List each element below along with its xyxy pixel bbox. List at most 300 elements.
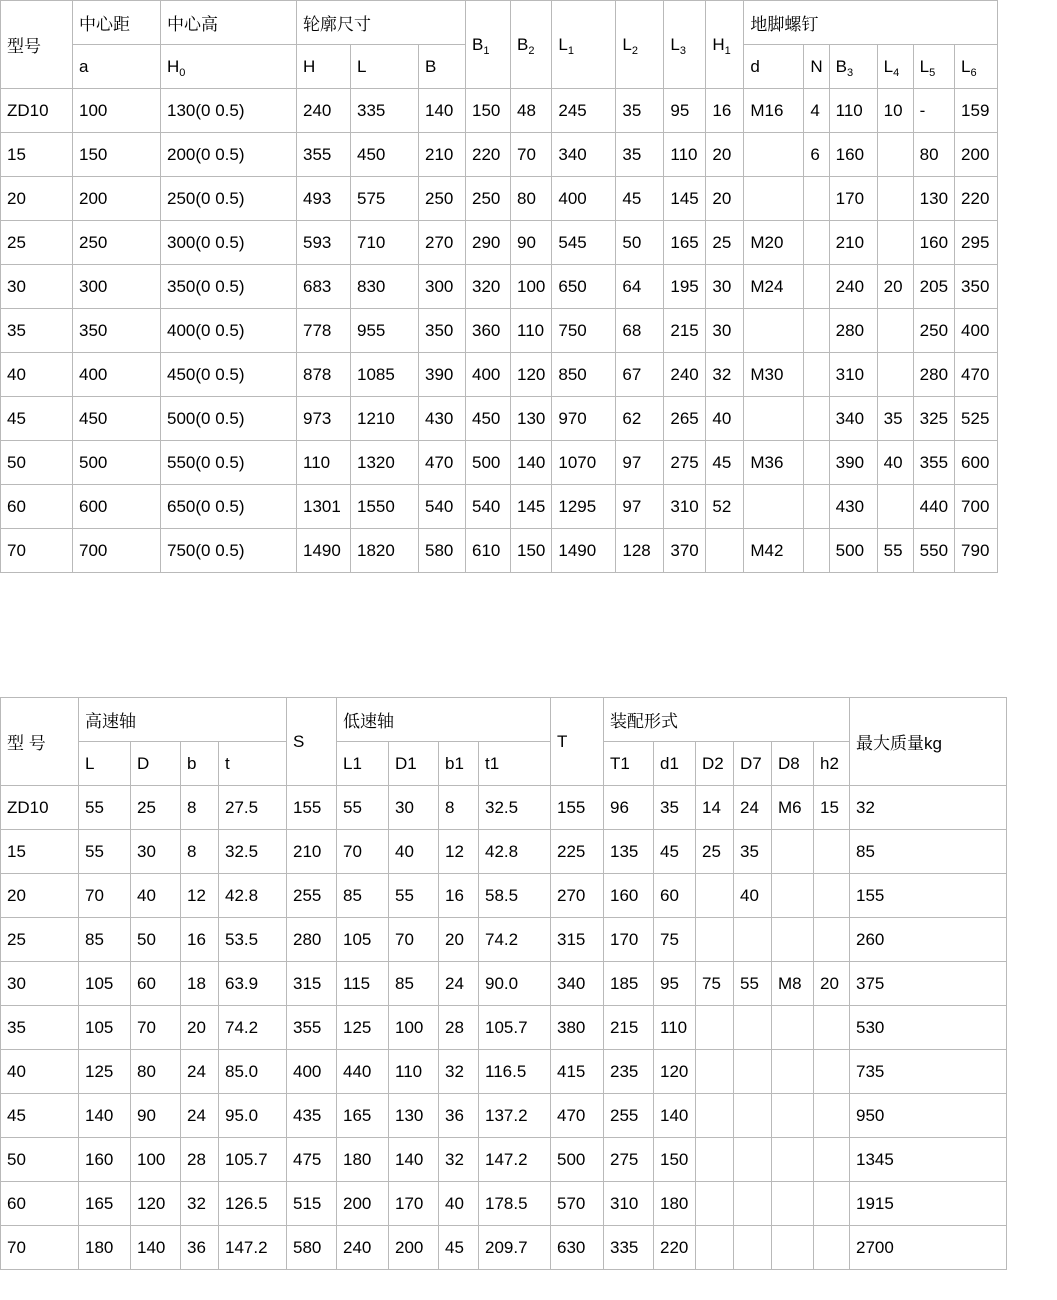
cell: 125 (79, 1050, 131, 1094)
cell: 255 (604, 1094, 654, 1138)
cell: 40 (439, 1182, 479, 1226)
cell: 450 (73, 397, 161, 441)
cell: 973 (297, 397, 351, 441)
cell: 130(0 0.5) (161, 89, 297, 133)
cell: 215 (604, 1006, 654, 1050)
table-row (1, 265, 998, 309)
cell: 390 (419, 353, 466, 397)
cell: 575 (351, 177, 419, 221)
cell: 95 (654, 962, 696, 1006)
cell: 310 (664, 485, 706, 529)
cell (877, 353, 913, 397)
cell: 70 (1, 529, 73, 573)
cell: 32.5 (219, 830, 287, 874)
cell: 593 (297, 221, 351, 265)
cell: 200 (955, 133, 998, 177)
cell: 180 (337, 1138, 389, 1182)
cell: 40 (1, 353, 73, 397)
cell: 50 (616, 221, 664, 265)
cell: 126.5 (219, 1182, 287, 1226)
cell: 245 (552, 89, 616, 133)
cell: 415 (551, 1050, 604, 1094)
cell: 650(0 0.5) (161, 485, 297, 529)
cell: 290 (466, 221, 511, 265)
cell: 70 (337, 830, 389, 874)
cell: 85.0 (219, 1050, 287, 1094)
cell: 68 (616, 309, 664, 353)
cell: 630 (551, 1226, 604, 1270)
cell: 185 (604, 962, 654, 1006)
cell: 155 (287, 786, 337, 830)
cell: 147.2 (479, 1138, 551, 1182)
cell (696, 1182, 734, 1226)
cell: 280 (287, 918, 337, 962)
cell: 110 (511, 309, 552, 353)
col-header-D8: D8 (772, 742, 814, 786)
cell: 80 (913, 133, 954, 177)
cell: 250 (73, 221, 161, 265)
cell: 250(0 0.5) (161, 177, 297, 221)
cell: 145 (511, 485, 552, 529)
cell: 550 (913, 529, 954, 573)
table-row (1, 1226, 1007, 1270)
table-row (1, 874, 1007, 918)
cell: 830 (351, 265, 419, 309)
cell: 8 (439, 786, 479, 830)
cell: 74.2 (219, 1006, 287, 1050)
cell: 45 (706, 441, 744, 485)
cell: 35 (877, 397, 913, 441)
cell: 128 (616, 529, 664, 573)
table-row (1, 177, 998, 221)
cell: 500 (466, 441, 511, 485)
cell: 120 (131, 1182, 181, 1226)
cell: 400 (466, 353, 511, 397)
cell: 67 (616, 353, 664, 397)
table-row (1, 1094, 1007, 1138)
cell: 45 (1, 397, 73, 441)
cell: 100 (511, 265, 552, 309)
cell: 130 (511, 397, 552, 441)
cell: 350 (73, 309, 161, 353)
cell: 130 (913, 177, 954, 221)
cell (706, 529, 744, 573)
cell (877, 221, 913, 265)
cell: 310 (604, 1182, 654, 1226)
cell: M24 (744, 265, 804, 309)
cell: 14 (696, 786, 734, 830)
cell: 110 (664, 133, 706, 177)
cell: 350(0 0.5) (161, 265, 297, 309)
cell: 300 (419, 265, 466, 309)
cell (814, 1138, 850, 1182)
cell: 515 (287, 1182, 337, 1226)
cell: 95 (664, 89, 706, 133)
cell: 6 (804, 133, 829, 177)
cell: 105 (79, 962, 131, 1006)
cell: 540 (419, 485, 466, 529)
cell: 63.9 (219, 962, 287, 1006)
cell: 20 (181, 1006, 219, 1050)
cell: 60 (1, 1182, 79, 1226)
cell: ZD10 (1, 89, 73, 133)
cell: 100 (73, 89, 161, 133)
cell: 430 (829, 485, 877, 529)
cell: 1301 (297, 485, 351, 529)
cell (814, 874, 850, 918)
cell: 75 (654, 918, 696, 962)
cell: 58.5 (479, 874, 551, 918)
cell: 545 (552, 221, 616, 265)
cell: 55 (337, 786, 389, 830)
cell (814, 1006, 850, 1050)
cell: 30 (1, 265, 73, 309)
cell (734, 1226, 772, 1270)
cell: 30 (1, 962, 79, 1006)
cell: 24 (181, 1050, 219, 1094)
cell: 600 (73, 485, 161, 529)
cell: 32 (181, 1182, 219, 1226)
cell: 25 (706, 221, 744, 265)
cell: 1320 (351, 441, 419, 485)
cell: 1070 (552, 441, 616, 485)
cell: 85 (850, 830, 1007, 874)
cell (814, 1050, 850, 1094)
cell: 1085 (351, 353, 419, 397)
cell (772, 1006, 814, 1050)
cell: 1550 (351, 485, 419, 529)
cell: 1295 (552, 485, 616, 529)
cell: 70 (389, 918, 439, 962)
table-row (1, 830, 1007, 874)
cell: 150 (466, 89, 511, 133)
cell: 25 (1, 221, 73, 265)
col-header-D7: D7 (734, 742, 772, 786)
cell: 30 (389, 786, 439, 830)
cell: 20 (1, 874, 79, 918)
col-header-l5: $L_5$ (913, 45, 954, 89)
cell: 950 (850, 1094, 1007, 1138)
cell: 225 (551, 830, 604, 874)
cell: 20 (706, 177, 744, 221)
table-row (1, 397, 998, 441)
table-row (1, 1006, 1007, 1050)
cell: M6 (772, 786, 814, 830)
cell (696, 918, 734, 962)
cell (772, 1094, 814, 1138)
cell: 735 (850, 1050, 1007, 1094)
cell: 335 (604, 1226, 654, 1270)
cell: 16 (439, 874, 479, 918)
cell: 240 (829, 265, 877, 309)
cell: 4 (804, 89, 829, 133)
cell: 25 (696, 830, 734, 874)
cell: 24 (734, 786, 772, 830)
cell: 60 (654, 874, 696, 918)
table-row (1, 1138, 1007, 1182)
cell: 215 (664, 309, 706, 353)
col-header-D2: D2 (696, 742, 734, 786)
cell: 700 (955, 485, 998, 529)
cell: 18 (181, 962, 219, 1006)
cell: 165 (664, 221, 706, 265)
cell: 27.5 (219, 786, 287, 830)
cell: 15 (1, 133, 73, 177)
cell (814, 830, 850, 874)
col-header-outline-dims: 轮廓尺寸 (297, 1, 466, 45)
cell: 170 (604, 918, 654, 962)
cell: 195 (664, 265, 706, 309)
cell (734, 918, 772, 962)
cell (696, 1138, 734, 1182)
cell: 235 (604, 1050, 654, 1094)
cell: 400 (552, 177, 616, 221)
cell (814, 918, 850, 962)
cell: 270 (551, 874, 604, 918)
cell (744, 309, 804, 353)
cell: 35 (616, 89, 664, 133)
cell (696, 1094, 734, 1138)
cell: 20 (1, 177, 73, 221)
table-row (1, 221, 998, 265)
cell: 150 (511, 529, 552, 573)
cell: 700 (73, 529, 161, 573)
cell: 53.5 (219, 918, 287, 962)
cell: 30 (131, 830, 181, 874)
cell (696, 1226, 734, 1270)
cell: 120 (511, 353, 552, 397)
cell: 450(0 0.5) (161, 353, 297, 397)
cell: 340 (552, 133, 616, 177)
cell: 24 (181, 1094, 219, 1138)
cell: 55 (79, 830, 131, 874)
cell: 110 (654, 1006, 696, 1050)
cell: 970 (552, 397, 616, 441)
cell (772, 1050, 814, 1094)
table-row (1, 918, 1007, 962)
cell: 390 (829, 441, 877, 485)
cell: 180 (79, 1226, 131, 1270)
cell: 200 (73, 177, 161, 221)
cell: 36 (181, 1226, 219, 1270)
cell: 240 (664, 353, 706, 397)
cell: 110 (829, 89, 877, 133)
col-header-l2: $L_2$ (616, 1, 664, 89)
cell: 40 (706, 397, 744, 441)
col-header-T1: T1 (604, 742, 654, 786)
cell: M42 (744, 529, 804, 573)
cell (744, 397, 804, 441)
cell: 340 (551, 962, 604, 1006)
cell (814, 1182, 850, 1226)
col-header-d1: D1 (389, 742, 439, 786)
cell: 683 (297, 265, 351, 309)
cell: 200 (389, 1226, 439, 1270)
cell: 295 (955, 221, 998, 265)
cell: 280 (829, 309, 877, 353)
col-header-l3: $L_3$ (664, 1, 706, 89)
cell: 500 (829, 529, 877, 573)
table-row (1, 529, 998, 573)
cell: 400(0 0.5) (161, 309, 297, 353)
cell: 275 (664, 441, 706, 485)
cell: 255 (287, 874, 337, 918)
cell: 60 (1, 485, 73, 529)
cell: 105.7 (219, 1138, 287, 1182)
cell: 430 (419, 397, 466, 441)
cell: 165 (337, 1094, 389, 1138)
cell: 55 (389, 874, 439, 918)
cell: 100 (389, 1006, 439, 1050)
cell: 200(0 0.5) (161, 133, 297, 177)
cell: 159 (955, 89, 998, 133)
col-header-low-speed-shaft: 低速轴 (337, 698, 551, 742)
cell: 380 (551, 1006, 604, 1050)
table-row (1, 441, 998, 485)
cell: 137.2 (479, 1094, 551, 1138)
cell: 20 (439, 918, 479, 962)
cell: 35 (734, 830, 772, 874)
cell: M20 (744, 221, 804, 265)
cell: M30 (744, 353, 804, 397)
col-header-max-mass: 最大质量kg (850, 698, 1007, 786)
cell: M8 (772, 962, 814, 1006)
cell (772, 918, 814, 962)
cell: 140 (389, 1138, 439, 1182)
cell: 90 (131, 1094, 181, 1138)
cell: 40 (131, 874, 181, 918)
cell (804, 441, 829, 485)
cell: 170 (389, 1182, 439, 1226)
cell (734, 1138, 772, 1182)
cell: 360 (466, 309, 511, 353)
cell: 209.7 (479, 1226, 551, 1270)
col-header-model: 型号 (1, 1, 73, 89)
cell: 180 (654, 1182, 696, 1226)
cell: 400 (287, 1050, 337, 1094)
cell: 45 (654, 830, 696, 874)
cell: 355 (297, 133, 351, 177)
cell: 435 (287, 1094, 337, 1138)
cell: 160 (79, 1138, 131, 1182)
col-header-l1: $L_1$ (552, 1, 616, 89)
col-header-b1: $B_1$ (466, 1, 511, 89)
cell: 105 (79, 1006, 131, 1050)
cell: 250 (913, 309, 954, 353)
cell: 955 (351, 309, 419, 353)
cell: 20 (814, 962, 850, 1006)
cell: 540 (466, 485, 511, 529)
table-row (1, 1182, 1007, 1226)
cell: 85 (79, 918, 131, 962)
cell: 40 (389, 830, 439, 874)
table-row (1, 309, 998, 353)
cell: 16 (181, 918, 219, 962)
cell (804, 529, 829, 573)
col-header-l: L (351, 45, 419, 89)
cell: 1915 (850, 1182, 1007, 1226)
cell: 310 (829, 353, 877, 397)
cell: 75 (696, 962, 734, 1006)
cell: 1210 (351, 397, 419, 441)
cell: 470 (551, 1094, 604, 1138)
cell: 135 (604, 830, 654, 874)
cell: 147.2 (219, 1226, 287, 1270)
col-header-center-height: 中心高 (161, 1, 297, 45)
cell: 115 (337, 962, 389, 1006)
cell (734, 1182, 772, 1226)
cell (744, 133, 804, 177)
cell: 335 (351, 89, 419, 133)
cell (744, 485, 804, 529)
col-header-t: t (219, 742, 287, 786)
cell (814, 1094, 850, 1138)
cell: 10 (877, 89, 913, 133)
cell: 20 (877, 265, 913, 309)
cell: 40 (734, 874, 772, 918)
cell: 55 (877, 529, 913, 573)
cell: 580 (287, 1226, 337, 1270)
col-header-l: L (79, 742, 131, 786)
table-row (1, 353, 998, 397)
col-header-n: N (804, 45, 829, 89)
cell: 25 (131, 786, 181, 830)
col-header-d: d (744, 45, 804, 89)
col-header-high-speed-shaft: 高速轴 (79, 698, 287, 742)
cell: 450 (351, 133, 419, 177)
cell: 130 (389, 1094, 439, 1138)
cell: 580 (419, 529, 466, 573)
cell (877, 177, 913, 221)
cell: M16 (744, 89, 804, 133)
cell: 350 (955, 265, 998, 309)
cell: 155 (551, 786, 604, 830)
cell: 40 (1, 1050, 79, 1094)
cell: 210 (419, 133, 466, 177)
table-row (1, 133, 998, 177)
cell: 370 (664, 529, 706, 573)
cell: 710 (351, 221, 419, 265)
table-row (1, 786, 1007, 830)
cell: 25 (1, 918, 79, 962)
cell: 210 (287, 830, 337, 874)
cell: 40 (877, 441, 913, 485)
cell: 90 (511, 221, 552, 265)
dimensions-table (0, 0, 998, 573)
cell: 1820 (351, 529, 419, 573)
cell: 120 (654, 1050, 696, 1094)
cell (804, 221, 829, 265)
cell: 52 (706, 485, 744, 529)
cell: 205 (913, 265, 954, 309)
col-header-s: S (287, 698, 337, 786)
col-header-center-distance: 中心距 (73, 1, 161, 45)
cell: 35 (1, 309, 73, 353)
cell: 8 (181, 830, 219, 874)
cell: ZD10 (1, 786, 79, 830)
cell: 50 (1, 1138, 79, 1182)
cell: 878 (297, 353, 351, 397)
cell: 550(0 0.5) (161, 441, 297, 485)
col-header-b2: $B_2$ (511, 1, 552, 89)
cell: 35 (654, 786, 696, 830)
table-header-row-1 (1, 1, 998, 45)
cell (804, 309, 829, 353)
cell (696, 874, 734, 918)
cell (804, 353, 829, 397)
cell: 110 (297, 441, 351, 485)
cell: 400 (955, 309, 998, 353)
